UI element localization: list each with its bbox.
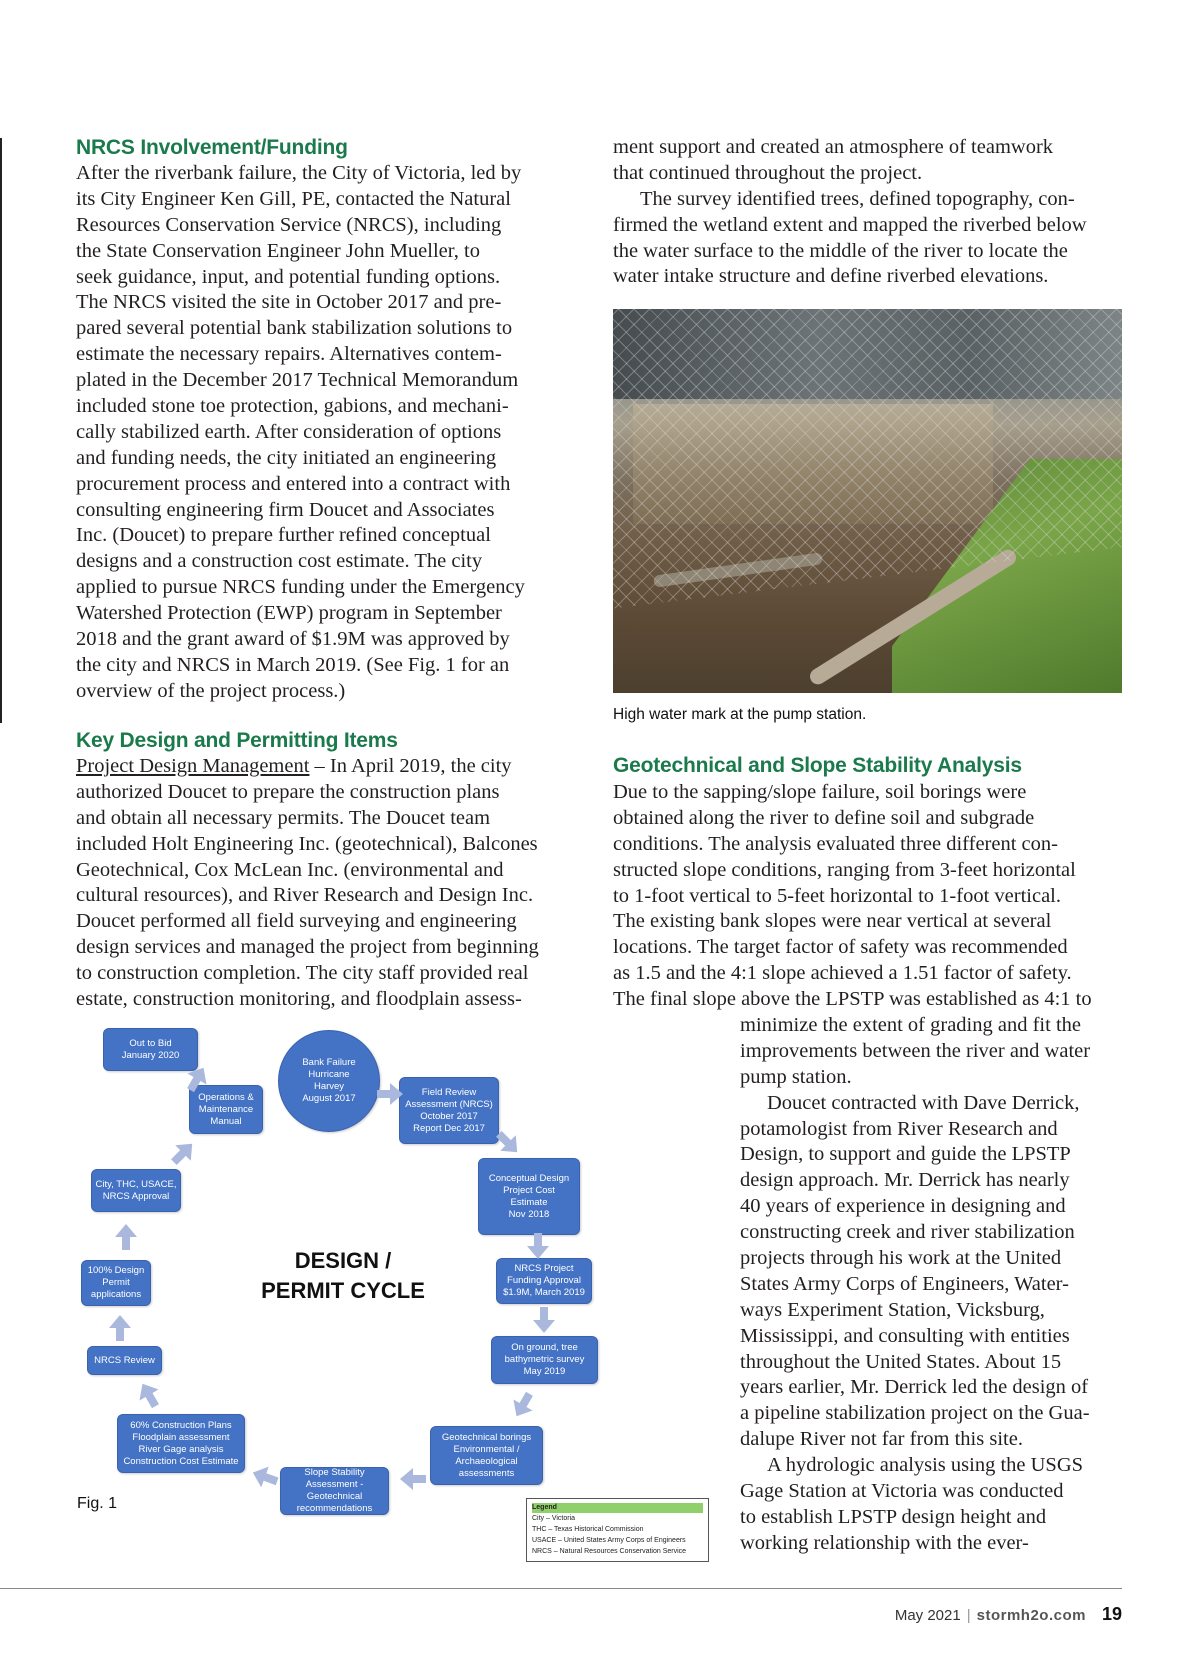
cycle-arrow-icon	[377, 1083, 403, 1105]
text-line: Geotechnical, Cox McLean Inc. (environmental and	[76, 858, 504, 881]
text-line: A hydrologic analysis using the USGS	[767, 1454, 1084, 1477]
text-line: to 1-foot vertical to 5-feet horizontal to 1-foot vertical.	[613, 884, 1061, 907]
node-text: January 2020	[121, 1049, 180, 1061]
photo-caption: High water mark at the pump station.	[613, 706, 867, 723]
cycle-arrow-icon	[249, 1462, 281, 1492]
node-text: Assessment (NRCS)	[405, 1098, 493, 1110]
footer-rule	[0, 1588, 1122, 1589]
text-line: consulting engineering firm Doucet and Associates	[76, 498, 495, 521]
text-line: 40 years of experience in designing and	[740, 1195, 1066, 1218]
node-text: Project Cost	[503, 1184, 555, 1196]
text-line: minimize the extent of grading and fit the	[740, 1014, 1081, 1036]
text-line: the State Conservation Engineer John Mueller, to	[76, 239, 480, 262]
cycle-node-conceptual-design	[478, 1158, 580, 1235]
text-line: as 1.5 and the 4:1 slope achieved a 1.51 factor of safety.	[613, 962, 1072, 985]
text-line: Gage Station at Victoria was conducted	[740, 1480, 1064, 1503]
text-line: Watershed Protection (EWP) program in September	[76, 602, 502, 625]
text-line: estate, construction monitoring, and floodplain assess-	[76, 988, 522, 1011]
node-text: Maintenance	[198, 1103, 254, 1115]
text-line: authorized Doucet to prepare the construction plans	[76, 780, 500, 803]
node-text: Operations &	[198, 1091, 254, 1103]
node-text: August 2017	[302, 1093, 356, 1104]
text-line: the city and NRCS in March 2019. (See Fig. 1 for an	[76, 653, 510, 676]
paragraph-geotechnical	[613, 780, 1092, 1013]
node-text: NRCS Project	[514, 1263, 574, 1274]
text-line: the water surface to the middle of the river to locate the	[613, 239, 1068, 262]
text-line: 2018 and the grant award of $1.9M was approved by	[76, 628, 510, 651]
cycle-arrow-icon	[533, 1307, 555, 1333]
text-line: to establish LPSTP design height and	[740, 1505, 1047, 1528]
legend-item: City – Victoria	[532, 1515, 576, 1522]
cycle-node-on-ground-survey	[491, 1336, 598, 1384]
text-line: design services and managed the project from beginning	[76, 936, 539, 959]
cycle-node-out-to-bid	[103, 1028, 198, 1071]
node-text: Conceptual Design	[488, 1172, 570, 1184]
cycle-arrow-icon	[133, 1378, 165, 1412]
cycle-node-slope-stability	[280, 1467, 389, 1515]
figure-label: Fig. 1	[77, 1495, 118, 1512]
subhead-project-design-management: Project Design Management	[76, 755, 310, 777]
node-text: Archaeological	[455, 1455, 518, 1467]
cycle-title-line1: DESIGN /	[294, 1248, 392, 1273]
text-line: The final slope above the LPSTP was established as 4:1 to	[613, 988, 1092, 1011]
text-line: The existing bank slopes were near vertical at several	[613, 910, 1052, 933]
text-line: ment support and created an atmosphere of teamwork	[613, 136, 1054, 158]
heading-key-design: Key Design and Permitting Items	[76, 729, 398, 752]
node-text: May 2019	[523, 1366, 566, 1377]
node-text: bathymetric survey	[504, 1354, 585, 1365]
text-line: Resources Conservation Service (NRCS), including	[76, 213, 502, 236]
text-line: included Holt Engineering Inc. (geotechnical), Balcones	[76, 832, 538, 855]
node-text: 100% Design	[87, 1265, 145, 1276]
text-line: – In April 2019, the city	[309, 755, 512, 777]
text-line: conditions. The analysis evaluated three different con-	[613, 832, 1058, 855]
text-line: design approach. Mr. Derrick has nearly	[740, 1169, 1070, 1192]
text-line: water intake structure and define riverbed elevations.	[613, 265, 1049, 288]
node-text: Manual	[210, 1115, 242, 1127]
node-text: NRCS Review	[94, 1354, 155, 1366]
issue-date: May 2021	[894, 1607, 961, 1624]
node-text: Geotechnical borings	[441, 1431, 532, 1443]
text-line: Design, to support and guide the LPSTP	[740, 1143, 1071, 1166]
node-text: NRCS Approval	[102, 1190, 170, 1202]
paragraph-project-design	[76, 754, 539, 1013]
text-line: dalupe River not far from this site.	[740, 1428, 1023, 1451]
node-text: Slope Stability	[304, 1467, 365, 1478]
cycle-title-line2: PERMIT CYCLE	[261, 1278, 425, 1303]
text-line: projects through his work at the United	[740, 1247, 1062, 1270]
text-line: plated in the December 2017 Technical Memorandum	[76, 369, 519, 392]
cycle-node-geotechnical-borings	[430, 1426, 543, 1485]
legend-item: THC – Texas Historical Commission	[532, 1526, 644, 1533]
node-text: Report Dec 2017	[413, 1122, 485, 1134]
text-line: obtained along the river to define soil and subgrade	[613, 806, 1035, 829]
node-text: Environmental /	[453, 1443, 520, 1455]
text-line: to construction completion. The city staff provided real	[76, 962, 529, 985]
heading-geotechnical: Geotechnical and Slope Stability Analysis	[613, 754, 1022, 777]
text-line: its City Engineer Ken Gill, PE, contacted the Natural	[76, 187, 511, 210]
cycle-arrow-icon	[115, 1224, 137, 1250]
node-text: Bank Failure	[302, 1057, 356, 1068]
cycle-arrow-icon	[166, 1136, 200, 1170]
figure-legend	[526, 1498, 709, 1562]
node-text: applications	[90, 1289, 142, 1300]
text-line: seek guidance, input, and potential funding options.	[76, 265, 501, 288]
cycle-node-nrcs-funding	[496, 1258, 592, 1304]
node-text: Field Review	[421, 1086, 477, 1098]
footer-separator: |	[966, 1607, 971, 1624]
cycle-arrow-icon	[109, 1315, 131, 1341]
text-line: potamologist from River Research and	[740, 1117, 1058, 1140]
text-line: improvements between the river and water	[740, 1039, 1091, 1062]
node-text: Assessment -	[305, 1479, 364, 1490]
text-line: Due to the sapping/slope failure, soil borings were	[613, 781, 1027, 803]
text-line: and funding needs, the city initiated an engineering	[76, 446, 497, 469]
cycle-node-city-approval	[91, 1169, 181, 1212]
text-line: cally stabilized earth. After consideration of options	[76, 420, 502, 443]
text-line: structed slope conditions, ranging from 3-feet horizontal	[613, 858, 1076, 881]
text-line: included stone toe protection, gabions, and mechani-	[76, 395, 509, 418]
node-text: Estimate	[510, 1196, 548, 1208]
text-line: a pipeline stabilization project on the Gua-	[740, 1402, 1090, 1425]
text-line: throughout the United States. About 15	[740, 1350, 1062, 1373]
cycle-arrow-icon	[400, 1468, 426, 1490]
text-line: locations. The target factor of safety was recommended	[613, 936, 1068, 959]
node-text: Funding Approval	[507, 1275, 581, 1286]
text-line: pump station.	[740, 1065, 852, 1088]
node-text: River Gage analysis	[138, 1443, 224, 1455]
node-text: Permit	[102, 1277, 130, 1288]
node-text: Construction Cost Estimate	[123, 1455, 239, 1467]
node-text: On ground, tree	[511, 1342, 578, 1353]
text-line: Inc. (Doucet) to prepare further refined conceptual	[76, 524, 491, 547]
node-text: Hurricane	[308, 1069, 350, 1080]
node-text: Out to Bid	[129, 1037, 172, 1049]
text-line: that continued throughout the project.	[613, 161, 923, 184]
cycle-node-60-construction-plans	[117, 1414, 245, 1473]
text-line: constructing creek and river stabilization	[740, 1221, 1075, 1244]
node-text: Nov 2018	[508, 1208, 550, 1220]
node-text: 60% Construction Plans	[130, 1419, 232, 1431]
page-footer	[895, 1604, 1122, 1625]
legend-title: Legend	[532, 1503, 703, 1513]
text-line: Doucet contracted with Dave Derrick,	[767, 1091, 1080, 1114]
legend-item: USACE – United States Army Corps of Engineers	[532, 1537, 686, 1544]
text-line: The survey identified trees, defined topography, con-	[640, 187, 1075, 210]
text-line: overview of the project process.)	[76, 679, 346, 702]
text-line: and obtain all necessary permits. The Doucet team	[76, 806, 491, 829]
text-line: Doucet performed all field surveying and engineering	[76, 910, 517, 933]
paragraph-nrcs-funding	[76, 161, 525, 705]
node-text: Harvey	[313, 1081, 345, 1092]
pump-station-photo	[613, 309, 1122, 693]
page-number: 19	[1101, 1604, 1122, 1624]
cycle-arrow-icon	[507, 1388, 539, 1422]
text-line: working relationship with the ever-	[740, 1531, 1029, 1554]
node-text: Floodplain assessment	[132, 1431, 230, 1443]
page-edge-line	[0, 138, 2, 723]
node-text: $1.9M, March 2019	[503, 1287, 585, 1298]
node-text: Geotechnical	[306, 1491, 363, 1502]
node-text: assessments	[458, 1467, 515, 1479]
text-line: pared several potential bank stabilization solutions to	[76, 317, 513, 340]
paragraph-derrick	[740, 1013, 1090, 1557]
text-line: applied to pursue NRCS funding under the Emergency	[76, 576, 525, 599]
node-text: October 2017	[420, 1110, 478, 1122]
text-line: designs and a construction cost estimate. The city	[76, 550, 483, 573]
heading-nrcs-involvement: NRCS Involvement/Funding	[76, 136, 348, 159]
site-link[interactable]: stormh2o.com	[976, 1607, 1086, 1624]
paragraph-survey	[613, 135, 1087, 290]
cycle-node-100-design	[81, 1260, 151, 1306]
text-line: Mississippi, and consulting with entities	[740, 1324, 1070, 1347]
node-text: City, THC, USACE,	[95, 1178, 177, 1190]
text-line: procurement process and entered into a contract with	[76, 472, 511, 495]
text-line: cultural resources), and River Research and Design Inc.	[76, 884, 534, 907]
node-text: recommendations	[296, 1503, 373, 1514]
cycle-node-field-review	[399, 1077, 499, 1144]
text-line: The NRCS visited the site in October 2017 and pre-	[76, 291, 502, 314]
legend-item: NRCS – Natural Resources Conservation Service	[532, 1548, 687, 1555]
text-line: After the riverbank failure, the City of Victoria, led by	[76, 162, 522, 184]
text-line: States Army Corps of Engineers, Water-	[740, 1272, 1069, 1295]
text-line: estimate the necessary repairs. Alternatives contem-	[76, 343, 502, 366]
text-line: ways Experiment Station, Vicksburg,	[740, 1298, 1045, 1321]
text-line: firmed the wetland extent and mapped the riverbed below	[613, 213, 1087, 236]
text-line: years earlier, Mr. Derrick led the design of	[740, 1376, 1089, 1399]
cycle-arrow-icon	[527, 1233, 549, 1259]
cycle-node-nrcs-review	[87, 1346, 162, 1375]
cycle-node-bank-failure	[278, 1030, 380, 1132]
